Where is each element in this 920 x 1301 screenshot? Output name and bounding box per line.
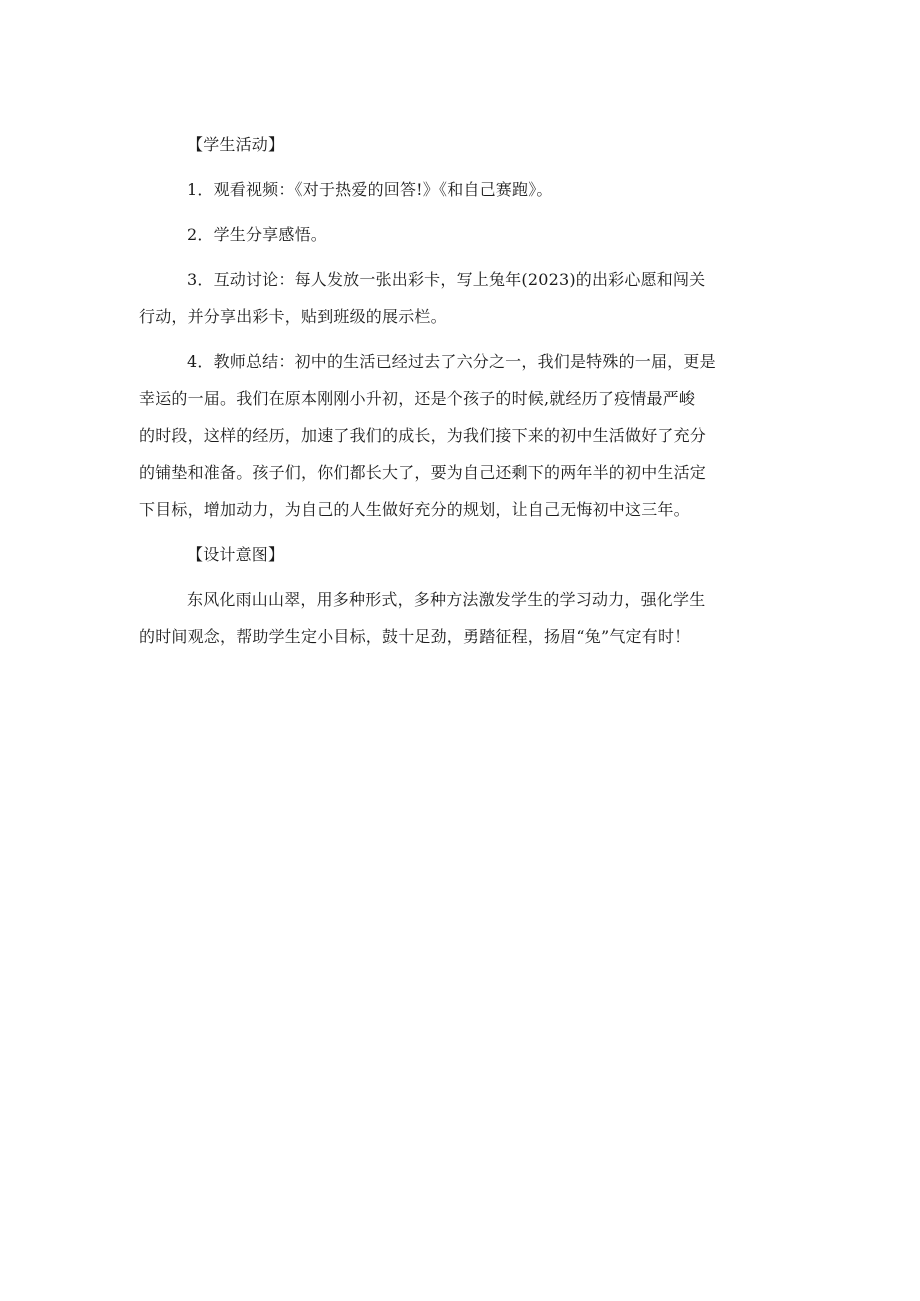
list-item-share-insight: 2．学生分享感悟。 [187, 225, 327, 244]
list-item-watch-video: 1．观看视频：《对于热爱的回答!》《和自己赛跑》。 [187, 180, 553, 199]
heading-design-intent: 【设计意图】 [187, 545, 285, 564]
heading-student-activity: 【学生活动】 [187, 135, 285, 154]
paragraph-design-intent: 东风化雨山山翠，用多种形式，多种方法激发学生的学习动力，强化学生 的时间观念，帮助学生定小目标，鼓十足劲，勇踏征程，扬眉“兔”气定有时！ [139, 590, 706, 646]
list-item-teacher-summary: 4．教师总结：初中的生活已经过去了六分之一，我们是特殊的一届，更是 幸运的一届。我们在原本刚刚小升初，还是个孩子的时候,就经历了疫情最严峻 的时段，这样的经历，加速了我们的成长，为我们接下来的初中生活做好了充分 的铺垫和准备。孩子们，你们都长大了，要为自己还剩下的两年半的初中生活定 下目标，增加动力，为自己的人生做好充分的规划，让自己无悔初中这三年。 [139, 352, 716, 519]
list-item-interactive-discussion: 3．互动讨论：每人发放一张出彩卡，写上兔年(2023)的出彩心愿和闯关 行动，并分享出彩卡，贴到班级的展示栏。 [139, 270, 706, 326]
document-page [139, 126, 787, 655]
